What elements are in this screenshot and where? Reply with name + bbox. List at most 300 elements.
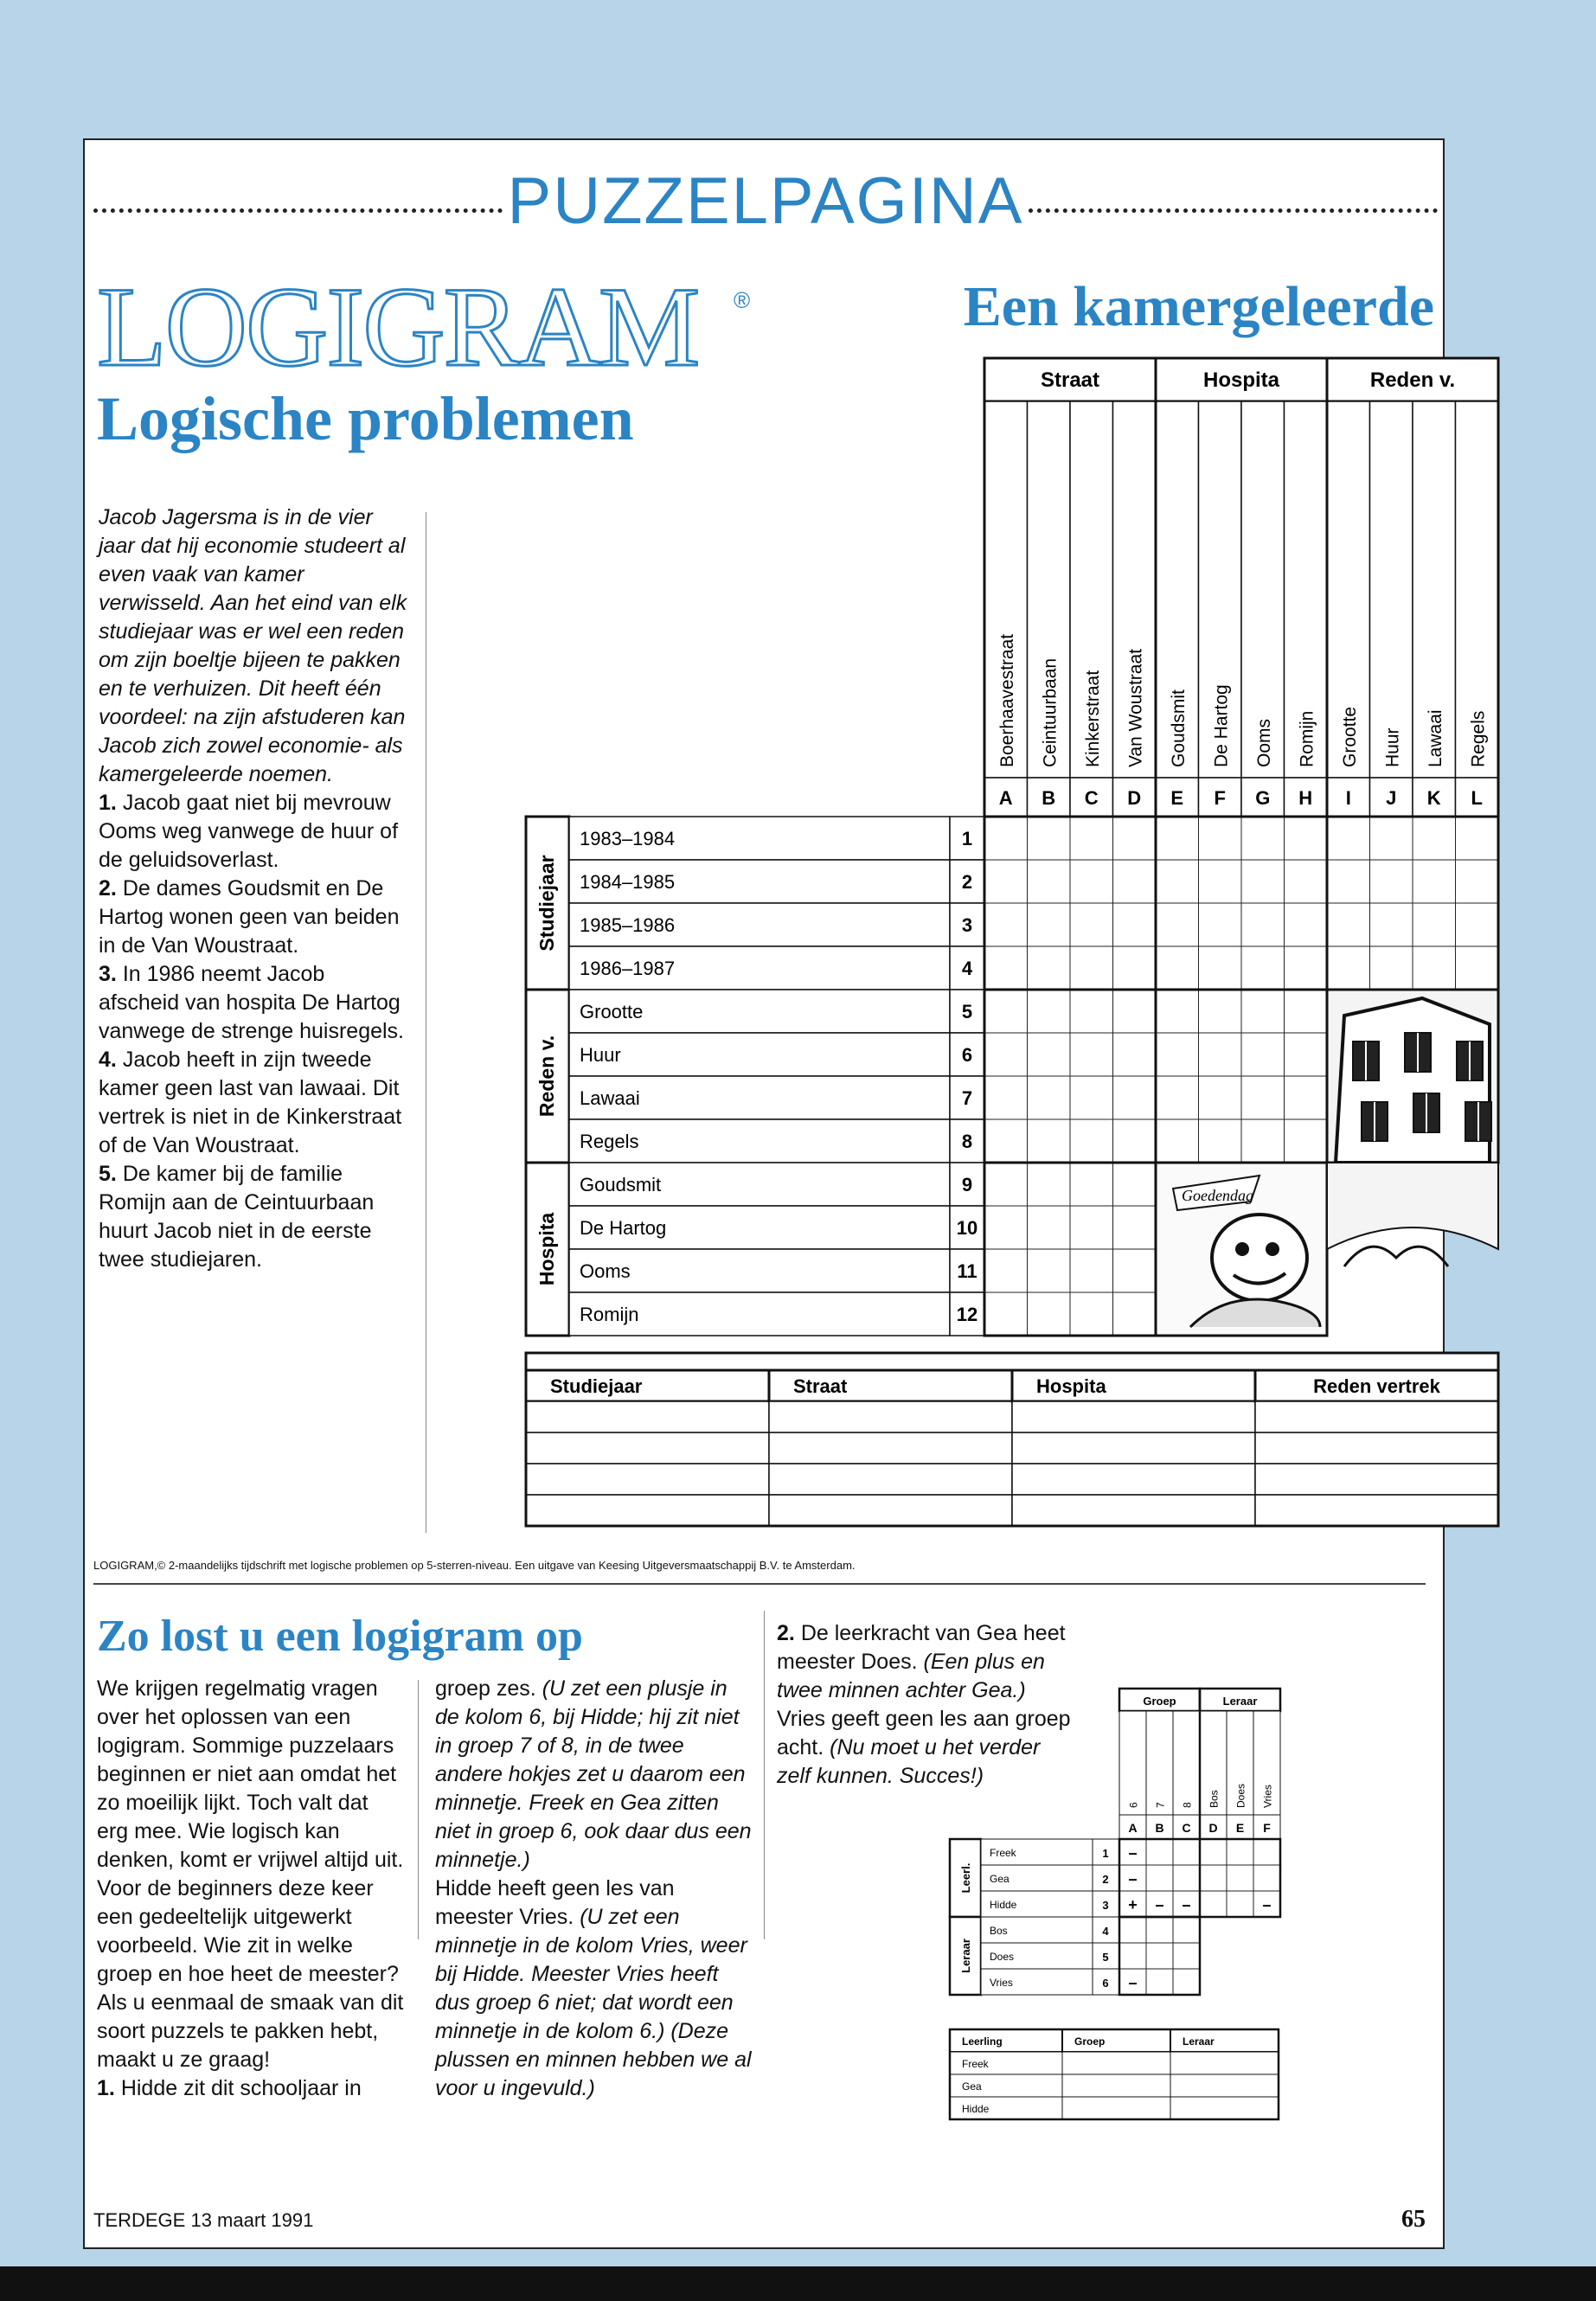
grid-cell [1028,1163,1071,1206]
grid-cell [1028,817,1071,860]
howto-clue-text: Hidde zit dit schooljaar in [120,2076,362,2100]
mini-column-label: 6 [1127,1802,1140,1808]
grid-cell [1413,946,1456,990]
howto-note: (U zet een minnetje in de kolom Vries, weer bij Hidde. Meester Vries heeft dus groep 6 niet; dat wordt een minnetje in de kolom 6.) (Deze plussen en minnen hebben we al voor u ingevuld.) [435,1905,752,2100]
section-rule [93,1583,1426,1585]
mini-answer-cell [1062,2097,1170,2119]
grid-cell [1113,903,1157,946]
mini-answer-header: Leerling [962,2035,1003,2048]
mini-row-label: Vries [990,1977,1013,1989]
mini-grid-cell [1119,1943,1146,1969]
mini-answer-row-label: Hidde [962,2103,990,2115]
mini-grid-cell [1227,1865,1253,1891]
grid-cell [1156,1076,1199,1119]
howto-note: (Nu moet u het verder zelf kunnen. Succes!) [777,1735,1041,1788]
logigram-grid [439,358,1489,1673]
row-label: 1986–1987 [580,958,676,979]
grid-cell [1199,946,1242,990]
grid-cell [1028,903,1071,946]
howto-note: (Een plus en twee minnen achter Gea.) [777,1650,1045,1702]
column-label: De Hartog [1211,684,1232,767]
mini-column-letter: A [1128,1821,1138,1835]
row-number: 8 [961,1131,973,1152]
grid-cell [1199,990,1242,1033]
howto-clue-number: 2. [777,1621,795,1645]
mini-row-label: Hidde [990,1899,1017,1911]
column-label: Van Woustraat [1125,649,1146,767]
mini-grid-cell [1146,1917,1173,1943]
clue-number: 3. [99,962,117,986]
grid-cell [1456,860,1499,903]
row-number: 2 [961,871,973,893]
column-label: Huur [1382,727,1403,767]
row-label: Regels [580,1131,639,1152]
mini-grid-cell [1200,1865,1227,1891]
column-label: Lawaai [1425,709,1445,767]
howto-title: Zo lost u een logigram op [97,1612,583,1661]
answer-cell [1012,1433,1255,1464]
mini-answer-row-label: Gea [962,2080,982,2093]
row-number: 9 [961,1174,973,1195]
column-letter: F [1214,787,1226,809]
grid-cell [1327,860,1370,903]
house-steps [1327,1163,1498,1249]
grid-cell [1028,1033,1071,1076]
row-label: De Hartog [580,1217,667,1239]
mini-grid-cell [1200,1839,1227,1865]
grid-cell [1156,946,1199,990]
column-label: Romijn [1297,710,1317,767]
column-letter: G [1255,787,1271,809]
grid-cell [1285,1076,1328,1119]
mini-grid-cell [1173,1943,1200,1969]
row-number: 6 [961,1044,973,1066]
howto-note: (U zet een plusje in de kolom 6, bij Hidde; hij zit niet in groep 7 of 8, in de twee andere hokjes zet u daarom een minnetje. Freek en Gea zitten niet in groep 6, ook daar dus een minnetje.) [435,1676,752,1872]
mini-column-label: Bos [1208,1790,1221,1808]
page-header [93,163,1438,238]
grid-cell [1028,860,1071,903]
grid-cell [1285,903,1328,946]
mini-row-number: 4 [1102,1925,1109,1938]
grid-cell [984,1033,1028,1076]
grid-cell [1028,990,1071,1033]
figure-head [1212,1215,1307,1301]
example-grid-svg [950,1689,1434,2294]
grid-cell [984,860,1028,903]
mini-group-label: Groep [1143,1695,1176,1708]
answer-cell [1255,1433,1498,1464]
grid-cell [1241,860,1285,903]
clue-number: 4. [99,1048,117,1072]
page-section-title: PUZZELPAGINA [507,163,1024,238]
column-label: Boerhaavestraat [997,633,1017,767]
grid-cell [1070,860,1113,903]
column-letter: H [1298,787,1313,809]
row-label: Lawaai [580,1087,640,1109]
howto-clue-number: 1. [97,2076,115,2100]
mini-mark: – [1128,1844,1138,1862]
grid-cell [1113,1163,1157,1206]
mini-grid-cell [1119,1917,1146,1943]
answer-cell [526,1433,769,1464]
mini-answer-cell [1170,2097,1279,2119]
logigram-grid-svg [439,358,1489,1673]
mini-mark: + [1128,1896,1138,1913]
mini-row-label: Gea [990,1873,1010,1885]
mini-grid-cell [1146,1943,1173,1969]
grid-cell [1113,817,1157,860]
answer-header: Hospita [1036,1375,1106,1397]
mini-grid-cell [1253,1839,1280,1865]
answer-cell [1012,1464,1255,1495]
row-group-label: Hospita [535,1212,558,1286]
column-group-label: Straat [1040,369,1100,392]
grid-cell [1241,817,1285,860]
mini-grid-cell [1173,1917,1200,1943]
grid-cell [1113,1206,1157,1249]
howto-text: groep zes. [435,1676,536,1701]
grid-cell [1241,1033,1285,1076]
grid-cell [1199,860,1242,903]
header-dots-left [93,208,503,213]
mini-grid-cell [1173,1865,1200,1891]
clue-3 [99,960,410,1046]
grid-cell [1456,817,1499,860]
row-group-label: Reden v. [535,1035,558,1118]
grid-cell [1241,946,1285,990]
answer-cell [1012,1401,1255,1433]
column-label: Kinkerstraat [1082,670,1103,767]
row-label: Goudsmit [580,1174,662,1195]
grid-cell [1070,990,1113,1033]
grid-cell [1070,1033,1113,1076]
answer-cell [1255,1495,1498,1526]
mini-answer-header: Groep [1074,2035,1106,2048]
row-number: 10 [956,1217,978,1239]
grid-cell [1285,1033,1328,1076]
row-number: 11 [957,1260,977,1282]
grid-cell [1327,946,1370,990]
clue-text: In 1986 neemt Jacob afscheid van hospita De Hartog vanwege de strenge huisregels. [99,962,405,1043]
row-label: 1984–1985 [580,871,676,893]
mini-row-number: 5 [1102,1951,1109,1964]
row-label: Ooms [580,1260,631,1282]
column-letter: A [998,787,1013,809]
row-number: 5 [961,1001,973,1022]
sign-text: Goedendag [1182,1187,1253,1204]
answer-cell [769,1401,1012,1433]
mini-answer-row-label: Freek [962,2058,989,2070]
grid-cell [984,903,1028,946]
grid-cell [1370,946,1413,990]
grid-cell [984,1292,1028,1336]
answer-cell [769,1495,1012,1526]
clue-1 [99,789,410,875]
answer-cell [526,1464,769,1495]
answer-header: Reden vertrek [1313,1375,1440,1397]
grid-cell [1413,860,1456,903]
grid-cell [1241,1076,1285,1119]
grid-cell [1285,946,1328,990]
column-label: Grootte [1339,706,1360,767]
grid-cell [1070,1076,1113,1119]
column-letter: C [1084,787,1099,809]
clue-number: 1. [99,791,117,815]
grid-cell [1028,1206,1071,1249]
mini-answer-cell [1170,2074,1279,2097]
column-letter: B [1042,787,1056,809]
mini-mark: – [1128,1870,1138,1888]
grid-cell [1241,1119,1285,1163]
logo-subtitle: Logische problemen [97,384,634,453]
mini-row-number: 1 [1102,1847,1109,1860]
row-group-label: Studiejaar [535,855,558,952]
grid-cell [1241,990,1285,1033]
column-label: Ooms [1253,718,1274,767]
mini-grid-cell [1227,1839,1253,1865]
column-divider [764,1611,765,1939]
grid-cell [1285,1119,1328,1163]
row-number: 4 [961,958,973,979]
grid-cell [1199,1076,1242,1119]
howto-text: Hidde heeft geen les van meester Vries. [435,1876,675,1929]
mini-row-group-label: Leraar [959,1939,972,1973]
mini-grid-cell [1227,1891,1253,1917]
magazine-issue: TERDEGE 13 maart 1991 [93,2209,314,2231]
column-letter: J [1386,787,1397,809]
grid-cell [1327,903,1370,946]
row-label: Huur [580,1044,621,1066]
clue-text: Jacob heeft in zijn tweede kamer geen last van lawaai. Dit vertrek is niet in de Kinkerstraat of de Van Woustraat. [99,1048,402,1157]
grid-cell [984,990,1028,1033]
row-label: 1985–1986 [580,914,676,936]
grid-cell [1070,1249,1113,1292]
grid-cell [984,817,1028,860]
answer-cell [769,1433,1012,1464]
grid-cell [984,1163,1028,1206]
grid-cell [1199,817,1242,860]
grid-cell [1070,817,1113,860]
column-letter: L [1471,787,1483,809]
cloud-scribble [1344,1247,1448,1266]
grid-cell [1413,817,1456,860]
grid-cell [1241,903,1285,946]
grid-cell [1113,860,1157,903]
howto-intro: We krijgen regelmatig vragen over het oplossen van een logigram. Sommige puzzelaars beginnen er niet aan omdat het zo moeilijk lijkt. Toch valt dat erg mee. Wie logisch kan denken, komt er vrijwel altijd uit. Voor de beginners deze keer een gedeeltelijk uitgewerkt voorbeeld. Wie zit in welke groep en hoe heet de meester? Als u eenmaal de smaak van dit soort puzzels te pakken hebt, maakt u ze graag! [97,1676,404,2072]
grid-cell [1070,1292,1113,1336]
column-letter: E [1170,787,1184,809]
mini-grid-cell [1173,1839,1200,1865]
mini-grid-cell [1146,1865,1173,1891]
mini-mark: – [1182,1896,1191,1913]
clue-4 [99,1046,410,1160]
mini-column-label-cell [1119,1711,1146,1815]
mini-column-label-cell [1173,1711,1200,1815]
howto-text: De leerkracht van Gea heet meester Does. [777,1621,1066,1674]
clue-text: De kamer bij de familie Romijn aan de Ceintuurbaan huurt Jacob niet in de eerste twee studiejaren. [99,1162,375,1272]
grid-cell [1070,1119,1113,1163]
column-letter: D [1127,787,1142,809]
mini-answer-cell [1062,2052,1170,2074]
grid-cell [1327,817,1370,860]
row-number: 3 [961,914,973,936]
story-text [99,503,410,1274]
column-label: Regels [1468,710,1489,767]
mini-row-label: Bos [990,1925,1008,1937]
howto-column-1 [97,1675,404,2103]
mini-column-label: Does [1234,1783,1247,1808]
registered-mark: ® [734,287,751,313]
grid-cell [1370,903,1413,946]
grid-cell [1285,817,1328,860]
grid-cell [1156,817,1199,860]
mini-row-label: Does [990,1951,1015,1963]
grid-cell [1113,946,1157,990]
mini-column-letter: B [1155,1821,1164,1835]
grid-cell [1285,990,1328,1033]
mini-row-group-label: Leerl. [959,1862,972,1894]
grid-cell [1070,1206,1113,1249]
mini-column-label: Vries [1261,1785,1274,1808]
column-group-label: Hospita [1202,369,1280,392]
mini-answer-cell [1170,2052,1279,2074]
answer-cell [769,1464,1012,1495]
answer-cell [1012,1495,1255,1526]
row-number: 1 [961,828,973,849]
header-dots-right [1029,208,1438,213]
mini-row-number: 2 [1102,1873,1109,1886]
answer-cell [526,1401,769,1433]
mini-column-label: 7 [1154,1802,1167,1808]
grid-cell [1456,946,1499,990]
mini-column-label: 8 [1181,1802,1194,1808]
answer-cell [1255,1464,1498,1495]
grid-cell [1113,1249,1157,1292]
grid-cell [1413,903,1456,946]
column-label-cell [1370,401,1413,778]
grid-cell [1156,903,1199,946]
grid-cell [1370,860,1413,903]
grid-cell [1028,1119,1071,1163]
grid-cell [984,1076,1028,1119]
mini-column-letter: D [1208,1821,1218,1835]
row-label: Romijn [580,1304,639,1325]
mini-row-number: 3 [1102,1899,1109,1912]
row-label: 1983–1984 [580,828,676,849]
answer-header: Studiejaar [550,1375,643,1397]
magazine-page [83,138,1489,2249]
example-grid [950,1689,1434,2294]
page-number: 65 [1401,2206,1426,2233]
clue-number: 5. [99,1162,117,1186]
story-intro: Jacob Jagersma is in de vier jaar dat hij economie studeert al even vaak van kamer verwisseld. Aan het eind van elk studiejaar was er wel een reden om zijn boeltje bijeen te pakken en te verhuizen. Dit heeft één voordeel: na zijn afstuderen kan Jacob zich zowel economie- als kamergeleerde noemen. [99,505,407,786]
mini-answer-header: Leraar [1183,2035,1215,2048]
howto-column-2 [435,1675,755,2103]
copyright-note: LOGIGRAM,© 2-maandelijks tijdschrift met logische problemen op 5-sterren-niveau. Een uitgave van Keesing Uitgeversmaatschappij B.V. te Amsterdam. [93,1559,856,1572]
row-number: 12 [956,1304,978,1325]
grid-cell [1199,1119,1242,1163]
answer-header: Straat [793,1375,848,1397]
grid-cell [1456,903,1499,946]
mini-grid-cell [1200,1891,1227,1917]
grid-cell [1199,1033,1242,1076]
mini-column-letter: C [1182,1821,1191,1835]
grid-cell [1028,946,1071,990]
mini-row-number: 6 [1102,1977,1109,1990]
grid-cell [1113,1076,1157,1119]
mini-grid-cell [1146,1969,1173,1995]
mini-column-label-cell [1146,1711,1173,1815]
grid-cell [1113,1033,1157,1076]
clue-text: De dames Goudsmit en De Hartog wonen geen van beiden in de Van Woustraat. [99,876,400,958]
mini-mark: – [1155,1896,1164,1913]
grid-cell [984,946,1028,990]
mini-grid-cell [1173,1969,1200,1995]
grid-cell [1028,1076,1071,1119]
row-label-cell [569,1033,950,1076]
grid-cell [1370,817,1413,860]
grid-cell [1028,1292,1071,1336]
column-label: Ceintuurbaan [1040,657,1061,767]
logigram-logo: LOGIGRAM [97,263,699,390]
grid-cell [1113,1119,1157,1163]
mini-answer-cell [1062,2074,1170,2097]
puzzle-title: Een kamergeleerde [963,275,1434,338]
clue-text: Jacob gaat niet bij mevrouw Ooms weg vanwege de huur of de geluidsoverlast. [99,791,399,872]
column-letter: I [1345,787,1351,809]
grid-cell [984,1206,1028,1249]
row-label: Grootte [580,1001,644,1022]
grid-cell [1156,860,1199,903]
scan-edge [0,2266,1596,2301]
mini-group-label: Leraar [1222,1695,1258,1708]
grid-cell [1156,990,1199,1033]
mini-row-label: Freek [990,1847,1016,1859]
grid-cell [1028,1249,1071,1292]
grid-cell [1199,903,1242,946]
column-label: Goudsmit [1168,689,1189,767]
row-number: 7 [961,1087,973,1109]
grid-cell [1285,860,1328,903]
howto-text: Vries geeft geen les aan groep acht. [777,1707,1071,1759]
mini-mark: – [1128,1974,1138,1991]
grid-cell [1070,1163,1113,1206]
mini-column-letter: E [1235,1821,1245,1835]
clue-5 [99,1160,410,1274]
clue-number: 2. [99,876,117,901]
mini-mark: – [1262,1896,1272,1913]
grid-cell [1070,946,1113,990]
clue-2 [99,875,410,960]
grid-cell [984,1119,1028,1163]
answer-cell [526,1495,769,1526]
column-letter: K [1426,787,1441,809]
grid-cell [1113,990,1157,1033]
grid-cell [1156,1033,1199,1076]
column-divider [418,1680,419,1939]
figure-eye [1266,1242,1279,1256]
column-group-label: Reden v. [1369,369,1456,392]
figure-eye [1235,1242,1249,1256]
grid-cell [984,1249,1028,1292]
mini-column-letter: F [1263,1821,1271,1835]
mini-grid-cell [1146,1839,1173,1865]
grid-cell [1156,1119,1199,1163]
grid-cell [1113,1292,1157,1336]
answer-table-top-strip [526,1353,1498,1370]
mini-grid-cell [1253,1865,1280,1891]
answer-cell [1255,1401,1498,1433]
